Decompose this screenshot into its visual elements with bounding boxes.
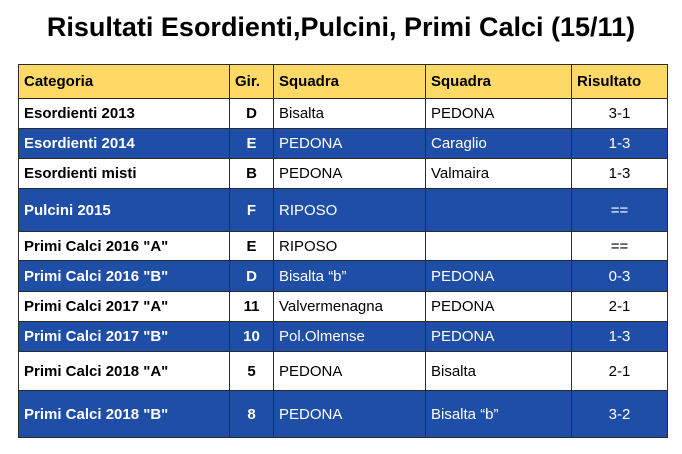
cell-categoria: Primi Calci 2017 "A" [19,292,230,322]
header-squadra-ospite: Squadra [426,65,572,99]
table-row [19,322,668,352]
table-header-row [19,65,668,99]
cell-girone: E [230,129,274,159]
cell-girone: 11 [230,292,274,322]
table-row [19,292,668,322]
cell-squadra-casa: RIPOSO [274,189,426,232]
header-categoria: Categoria [19,65,230,99]
cell-categoria: Esordienti 2013 [19,99,230,129]
cell-girone: 5 [230,352,274,391]
table-row [19,189,668,232]
cell-girone: E [230,232,274,261]
cell-categoria: Esordienti misti [19,159,230,189]
cell-squadra-casa: Pol.Olmense [274,322,426,352]
cell-categoria: Primi Calci 2016 "A" [19,232,230,261]
cell-girone: D [230,99,274,129]
cell-squadra-casa: RIPOSO [274,232,426,261]
cell-risultato: == [572,232,668,261]
cell-categoria: Esordienti 2014 [19,129,230,159]
cell-girone: 8 [230,391,274,438]
table-row [19,159,668,189]
cell-risultato: == [572,189,668,232]
cell-risultato: 2-1 [572,292,668,322]
cell-risultato: 1-3 [572,129,668,159]
results-table [18,64,668,438]
cell-girone: B [230,159,274,189]
cell-risultato: 1-3 [572,322,668,352]
cell-risultato: 2-1 [572,352,668,391]
header-squadra-casa: Squadra [274,65,426,99]
cell-risultato: 1-3 [572,159,668,189]
cell-squadra-ospite: Bisalta “b” [426,391,572,438]
cell-squadra-ospite: PEDONA [426,322,572,352]
cell-categoria: Pulcini 2015 [19,189,230,232]
cell-categoria: Primi Calci 2017 "B" [19,322,230,352]
cell-squadra-casa: Bisalta [274,99,426,129]
header-risultato: Risultato [572,65,668,99]
table-row [19,391,668,438]
table-row [19,129,668,159]
cell-squadra-casa: PEDONA [274,159,426,189]
cell-squadra-ospite [426,232,572,261]
cell-categoria: Primi Calci 2018 "A" [19,352,230,391]
cell-squadra-casa: PEDONA [274,391,426,438]
cell-categoria: Primi Calci 2016 "B" [19,261,230,292]
cell-squadra-ospite: Valmaira [426,159,572,189]
cell-squadra-ospite: Bisalta [426,352,572,391]
cell-risultato: 0-3 [572,261,668,292]
table-row [19,99,668,129]
page-title: Risultati Esordienti,Pulcini, Primi Calci (15/11) [46,12,636,42]
cell-squadra-casa: PEDONA [274,129,426,159]
cell-girone: 10 [230,322,274,352]
cell-risultato: 3-2 [572,391,668,438]
cell-risultato: 3-1 [572,99,668,129]
header-girone: Gir. [230,65,274,99]
table-row [19,232,668,261]
cell-girone: D [230,261,274,292]
cell-squadra-ospite: PEDONA [426,99,572,129]
cell-girone: F [230,189,274,232]
table-row [19,261,668,292]
cell-squadra-casa: Valvermenagna [274,292,426,322]
cell-squadra-ospite: Caraglio [426,129,572,159]
table-row [19,352,668,391]
cell-squadra-ospite [426,189,572,232]
cell-squadra-casa: PEDONA [274,352,426,391]
cell-categoria: Primi Calci 2018 "B" [19,391,230,438]
cell-squadra-ospite: PEDONA [426,261,572,292]
cell-squadra-ospite: PEDONA [426,292,572,322]
cell-squadra-casa: Bisalta “b” [274,261,426,292]
